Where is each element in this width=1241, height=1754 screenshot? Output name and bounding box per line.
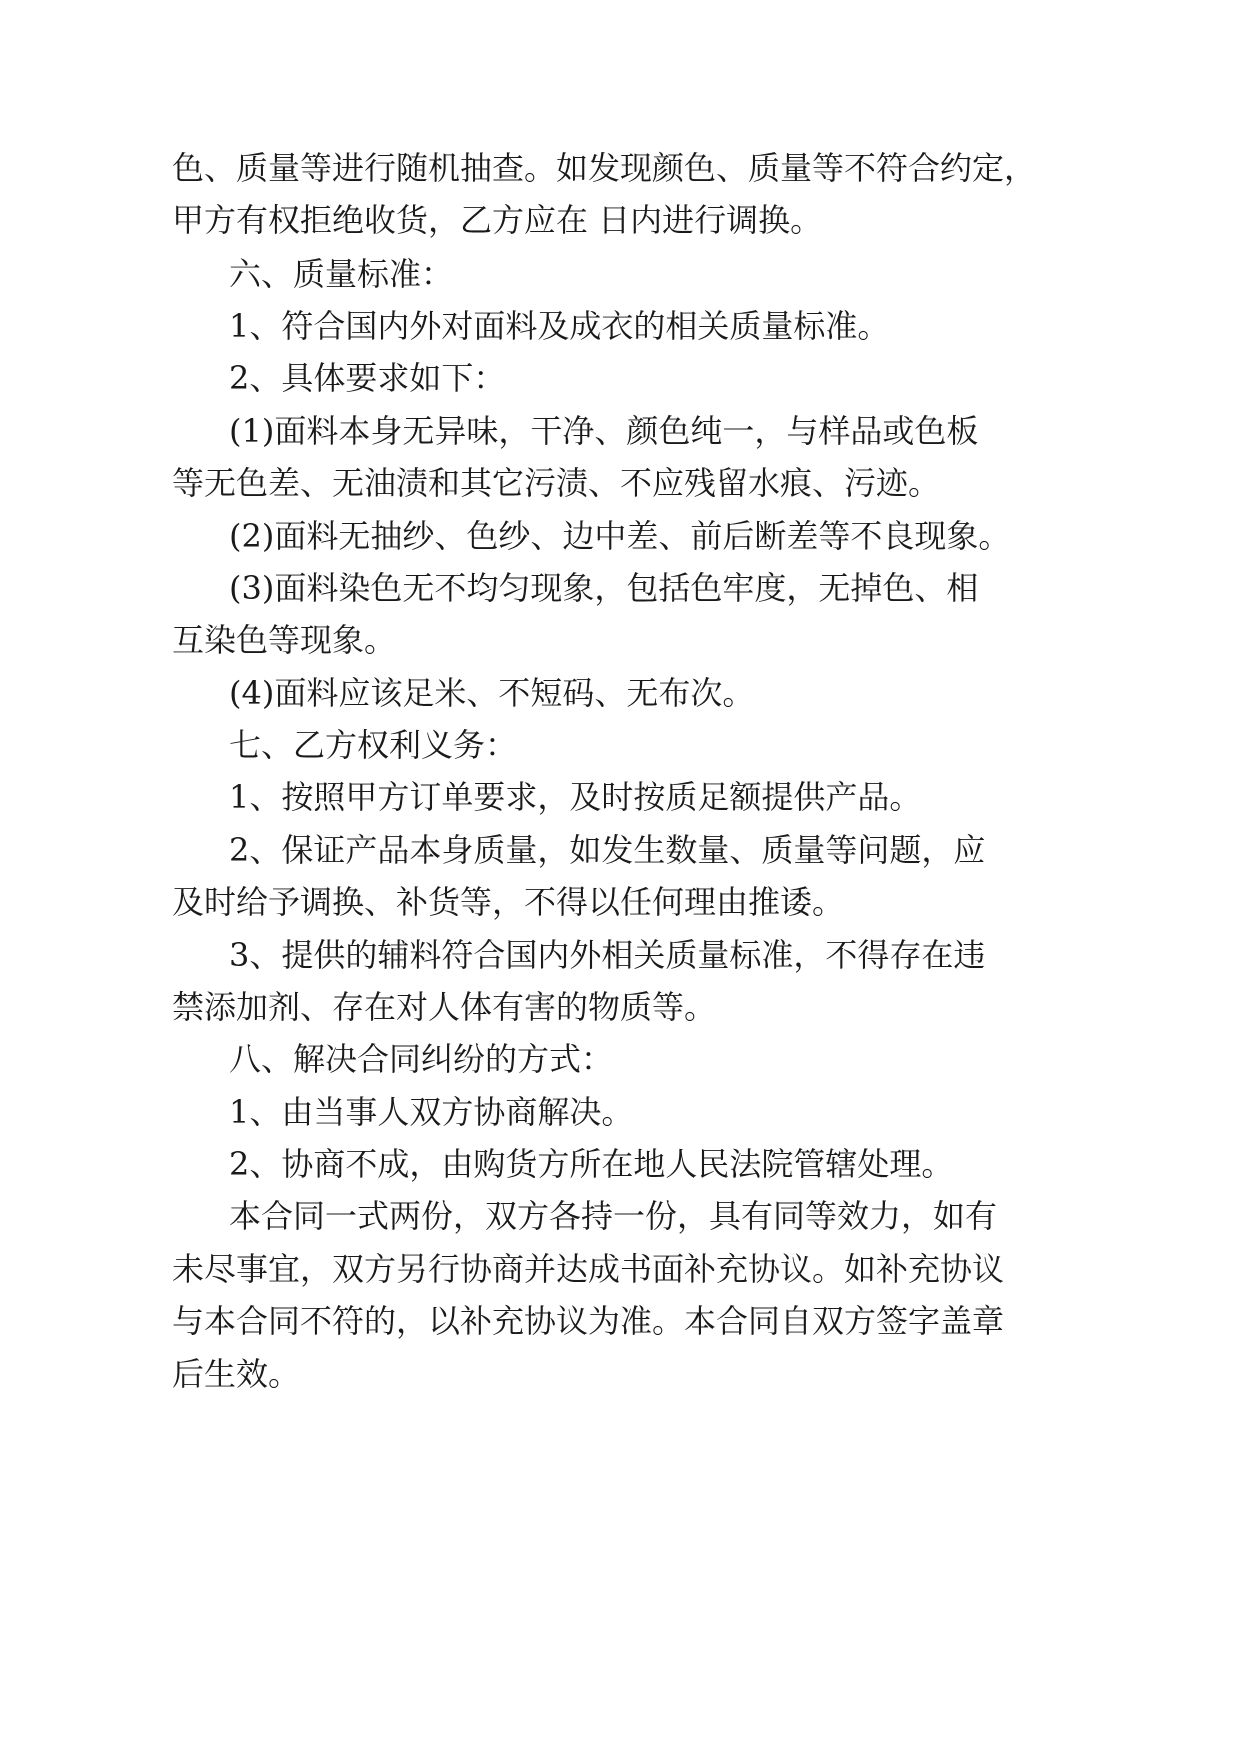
text-line: 本合同一式两份，双方各持一份，具有同等效力，如有	[229, 1197, 998, 1235]
text-line: (2)面料无抽纱、色纱、边中差、前后断差等不良现象。	[229, 517, 1011, 555]
text-line: 3、提供的辅料符合国内外相关质量标准，不得存在违	[229, 936, 986, 974]
text-line: 2、具体要求如下：	[229, 359, 506, 397]
text-line: 与本合同不符的，以补充协议为准。本合同自双方签字盖章	[172, 1302, 1005, 1340]
text-line: (1)面料本身无异味，干净、颜色纯一，与样品或色板	[229, 412, 979, 450]
text-line: 2、保证产品本身质量，如发生数量、质量等问题，应	[229, 831, 986, 869]
text-line: 未尽事宜，双方另行协商并达成书面补充协议。如补充协议	[172, 1250, 1005, 1288]
text-line: 等无色差、无油渍和其它污渍、不应残留水痕、污迹。	[172, 464, 941, 502]
text-line: 色、质量等进行随机抽查。如发现颜色、质量等不符合约定，	[172, 149, 1037, 187]
section-heading: 六、质量标准：	[229, 255, 454, 293]
text-line: (4)面料应该足米、不短码、无布次。	[229, 674, 755, 712]
text-line: 及时给予调换、补货等，不得以任何理由推诿。	[172, 883, 845, 921]
text-line: 2、协商不成，由购货方所在地人民法院管辖处理。	[229, 1145, 954, 1183]
text-line: 1、按照甲方订单要求，及时按质足额提供产品。	[229, 778, 922, 816]
text-line: 甲方有权拒绝收货，乙方应在 日内进行调换。	[172, 201, 823, 239]
text-line: 禁添加剂、存在对人体有害的物质等。	[172, 988, 717, 1026]
text-line: 1、符合国内外对面料及成衣的相关质量标准。	[229, 307, 890, 345]
text-line: 后生效。	[172, 1355, 301, 1393]
section-heading: 七、乙方权利义务：	[229, 726, 518, 764]
text-line: (3)面料染色无不均匀现象，包括色牢度，无掉色、相	[229, 569, 979, 607]
text-line: 互染色等现象。	[172, 621, 397, 659]
section-heading: 八、解决合同纠纷的方式：	[229, 1040, 614, 1078]
text-line: 1、由当事人双方协商解决。	[229, 1093, 634, 1131]
